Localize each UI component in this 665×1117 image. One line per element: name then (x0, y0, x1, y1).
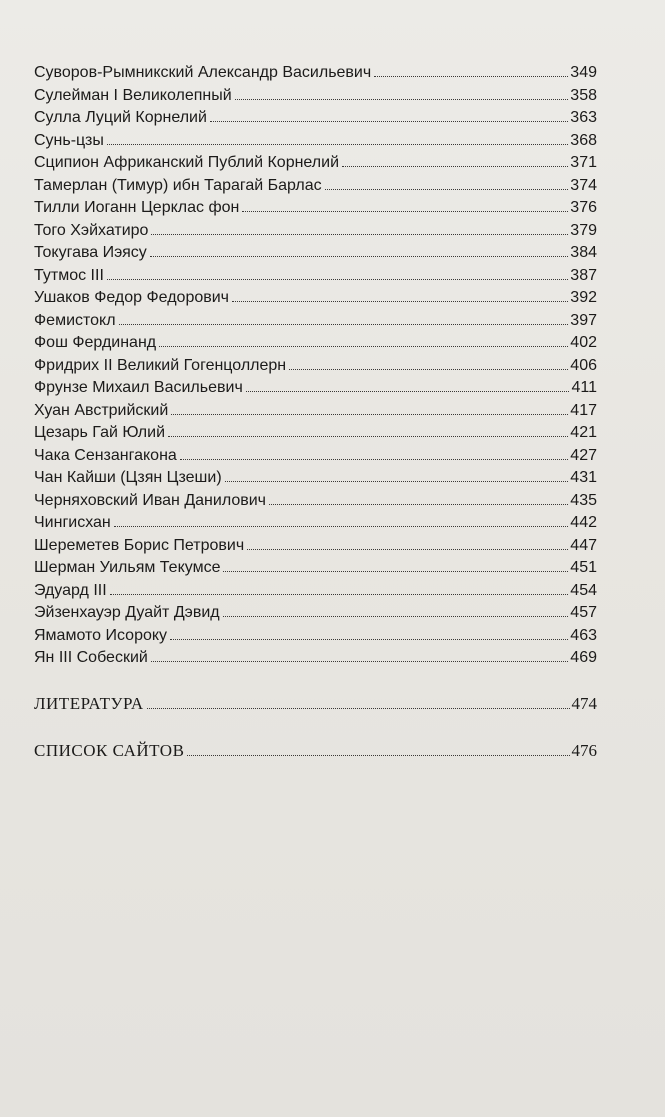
sites-entry (34, 741, 597, 761)
toc-entry (34, 604, 597, 627)
toc-entry (34, 199, 597, 222)
entry-name: Чингисхан (34, 514, 111, 531)
toc-entry (34, 469, 597, 492)
entry-page-number: 435 (570, 491, 597, 509)
toc-entry (34, 267, 597, 290)
entry-page-number: 457 (570, 604, 597, 621)
entry-name: Фош Фердинанд (34, 334, 157, 351)
dot-leader (180, 459, 568, 460)
entry-page-number: 392 (570, 289, 597, 306)
entry-name: Эйзенхауэр Дуайт Дэвид (34, 604, 220, 621)
dot-leader (269, 504, 568, 505)
toc-entry (34, 492, 597, 515)
entry-name: Фемистокл (34, 311, 116, 329)
dot-leader (114, 526, 569, 527)
dot-leader (235, 99, 569, 100)
toc-entry (34, 379, 597, 402)
dot-leader (325, 189, 569, 190)
entry-name: Тилли Иоганн Церклас фон (34, 199, 240, 216)
entry-name: Ямамото Исороку (34, 626, 168, 644)
toc-entry (34, 109, 597, 132)
dot-leader (168, 436, 568, 437)
dot-leader (159, 346, 568, 347)
literature-title: ЛИТЕРАТУРА (34, 694, 144, 713)
dot-leader (225, 481, 569, 482)
entry-page-number: 451 (570, 559, 597, 576)
entry-page-number: 421 (570, 424, 597, 441)
entry-page-number: 374 (570, 176, 597, 194)
entry-page-number: 402 (570, 334, 597, 351)
entry-name: Ушаков Федор Федорович (34, 289, 230, 306)
literature-entry (34, 694, 597, 714)
toc-entry (34, 447, 597, 470)
entry-page-number: 349 (570, 64, 597, 81)
toc-entry (34, 402, 597, 425)
entry-name: Фридрих II Великий Гогенцоллерн (34, 356, 287, 374)
entry-name: Сулла Луций Корнелий (34, 109, 207, 126)
dot-leader (247, 549, 568, 550)
sites-page-number: 476 (571, 741, 597, 760)
entry-name: Шерман Уильям Текумсе (34, 559, 221, 576)
entry-page-number: 363 (570, 109, 597, 126)
toc-entry (34, 514, 597, 537)
entry-name: Сципион Африканский Публий Корнелий (34, 154, 340, 171)
dot-leader (150, 256, 569, 257)
entry-page-number: 368 (570, 131, 597, 149)
entry-name: Ян III Собеский (34, 649, 148, 666)
dot-leader (147, 708, 570, 709)
toc-entry (34, 177, 597, 200)
entry-name: Цезарь Гай Юлий (34, 424, 165, 441)
sites-title: СПИСОК САЙТОВ (34, 741, 185, 760)
entry-page-number: 469 (570, 649, 597, 666)
dot-leader (246, 391, 570, 392)
dot-leader (171, 414, 568, 415)
toc-entry (34, 132, 597, 155)
entry-name: Токугава Иэясу (34, 244, 147, 261)
toc-entry (34, 582, 597, 605)
entry-page-number: 447 (570, 536, 597, 554)
dot-leader (187, 755, 569, 756)
entry-name: Фрунзе Михаил Васильевич (34, 379, 243, 396)
literature-page-number: 474 (571, 694, 597, 713)
entry-name: Чан Кайши (Цзян Цзеши) (34, 469, 222, 486)
toc-entry (34, 244, 597, 267)
entry-page-number: 427 (570, 446, 597, 464)
entry-name: Черняховский Иван Данилович (34, 491, 267, 509)
entry-page-number: 442 (570, 514, 597, 531)
dot-leader (242, 211, 568, 212)
entry-name: Тутмос III (34, 266, 104, 284)
entry-name: Сунь-цзы (34, 131, 104, 149)
entry-page-number: 454 (570, 581, 597, 599)
dot-leader (223, 616, 569, 617)
dot-leader (151, 661, 568, 662)
dot-leader (223, 571, 568, 572)
entry-page-number: 463 (570, 626, 597, 644)
entry-name: Шереметев Борис Петрович (34, 536, 245, 554)
toc-entry (34, 87, 597, 110)
dot-leader (342, 166, 568, 167)
dot-leader (170, 639, 568, 640)
dot-leader (151, 234, 568, 235)
toc-entry (34, 649, 597, 672)
entry-name: Того Хэйхатиро (34, 221, 149, 239)
toc-entry (34, 289, 597, 312)
toc-entry (34, 357, 597, 380)
entry-name: Чака Сензангакона (34, 446, 177, 464)
entry-name: Хуан Австрийский (34, 401, 169, 419)
dot-leader (232, 301, 568, 302)
toc-entry (34, 627, 597, 650)
entry-page-number: 376 (570, 199, 597, 216)
entry-page-number: 417 (570, 401, 597, 419)
entry-page-number: 371 (570, 154, 597, 171)
toc-entry (34, 222, 597, 245)
entry-page-number: 397 (570, 311, 597, 329)
entry-page-number: 411 (571, 379, 597, 396)
entry-page-number: 379 (570, 221, 597, 239)
entry-page-number: 358 (570, 86, 597, 104)
toc-entry (34, 334, 597, 357)
toc-entry (34, 559, 597, 582)
entry-name: Сулейман I Великолепный (34, 86, 232, 104)
entry-page-number: 387 (570, 266, 597, 284)
toc-entry (34, 537, 597, 560)
dot-leader (119, 324, 569, 325)
table-of-contents (34, 64, 597, 672)
entry-name: Тамерлан (Тимур) ибн Тарагай Барлас (34, 176, 322, 194)
dot-leader (110, 594, 569, 595)
entry-page-number: 431 (570, 469, 597, 486)
dot-leader (374, 76, 568, 77)
dot-leader (107, 279, 568, 280)
entry-name: Суворов-Рымникский Александр Васильевич (34, 64, 372, 81)
toc-entry (34, 312, 597, 335)
toc-entry (34, 424, 597, 447)
dot-leader (210, 121, 568, 122)
dot-leader (289, 369, 568, 370)
toc-entry (34, 154, 597, 177)
entry-page-number: 384 (570, 244, 597, 261)
toc-entry (34, 64, 597, 87)
entry-page-number: 406 (570, 356, 597, 374)
dot-leader (107, 144, 568, 145)
entry-name: Эдуард III (34, 581, 107, 599)
